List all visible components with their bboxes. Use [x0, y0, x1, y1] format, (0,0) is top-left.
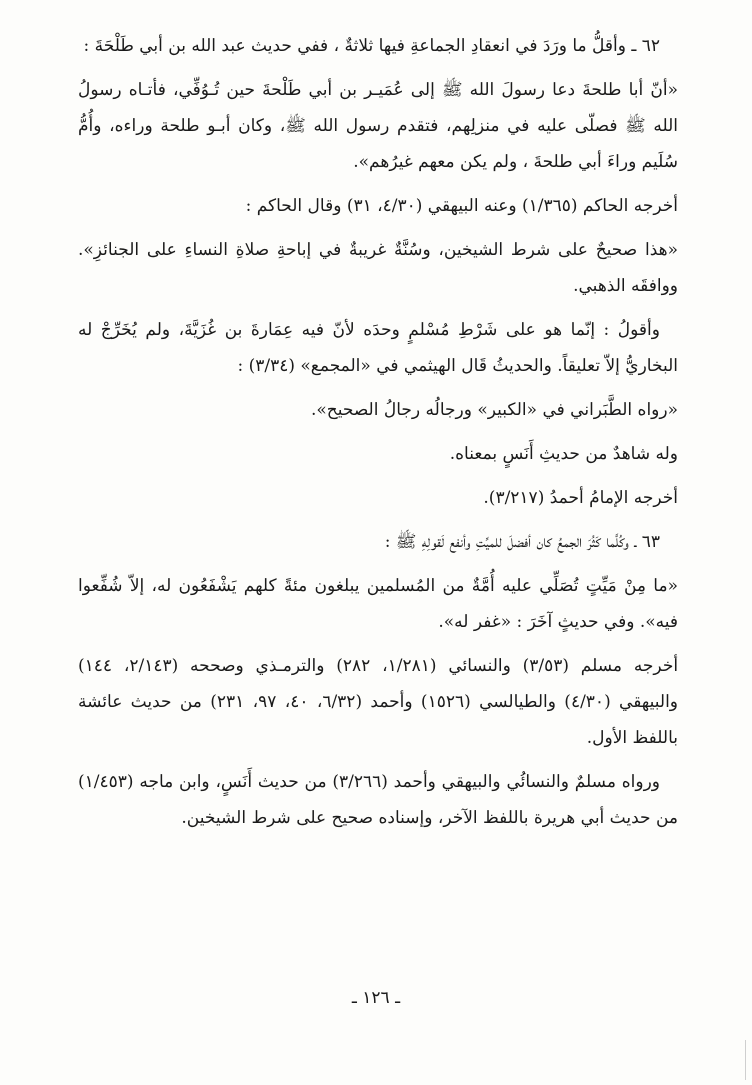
haythami-quote: «رواه الطَّبَراني في «الكبير» ورجالُه رجالُ الصحيح».: [310, 400, 678, 420]
paragraph-62-intro: ٦٢ ـ وأقلُّ ما ورَدَ في انعقادِ الجماعةِ فيها ثلاثةٌ ، ففي حديث عبد الله بن أبي طَلْحَةَ :: [83, 36, 660, 56]
takhrij-hakim: أخرجه الحاكم (١/٣٦٥) وعنه البيهقي (٤/٣٠، ٣١) وقال الحاكم :: [245, 196, 678, 216]
paragraph-63-intro: ٦٣ ـ وكُلَّما كَثُرَ الجمعُ كان أفضلَ للميِّتِ وأنفع لَقولِهِ ﷺ :: [384, 532, 660, 552]
hadith-abu-talha: «أنّ أبا طلحةَ دعا رسولَ الله ﷺ إلى عُمَيـر بن أبي طَلْحةَ حين تُـوُفِّي، فأتـاه رسولُ الله ﷺ فصلّى عليه في منزلِهم، فتقدم رسول الله ﷺ، وكان أبـو طلحة وراءه، وأُمُّ سُلَيم وراءَ أبي طلحةَ ، ولم يكن معهم غيرُهم».: [78, 80, 678, 172]
takhrij-anas-ibn-majah: ورواه مسلمٌ والنسائُي والبيهقي وأحمد (٣/٢٦٦) من حديث أَنَسٍ، وابن ماجه (١/٤٥٣) من حديث أبي هريرة باللفظ الآخر، وإسناده صحيح على شرط الشيخين.: [78, 772, 678, 828]
anas-witness: وله شاهدٌ من حديثِ أَنَسٍ بمعناه.: [449, 444, 678, 464]
page-edge-line: [731, 1040, 746, 1080]
hakim-statement: «هذا صحيحٌ على شرط الشيخين، وسُنَّةٌ غريبةٌ في إباحةِ صلاةِ النساءِ على الجنائزِ». ووافقَه الذهبي.: [78, 240, 678, 296]
page-body: [78, 28, 678, 844]
takhrij-muslim: أخرجه مسلم (٣/٥٣) والنسائي (١/٢٨١، ٢٨٢) والترمـذي وصححه (٢/١٤٣، ١٤٤) والبيهقي (٤/٣٠) والطيالسي (١٥٢٦) وأحمد (٦/٣٢، ٤٠، ٩٧، ٢٣١) من حديث عائشة باللفظ الأول.: [78, 656, 679, 748]
author-comment: وأقولُ : إنّما هو على شَرْطِ مُسْلمٍ وحدَه لأنّ فيه عِمَارةَ بن غُزَيَّةَ، ولم يُخَرِّجْ له البخاريُّ إلاّ تعليقاً. والحديثُ قَال الهيثمي في «المجمع» (٣/٣٤) :: [78, 320, 678, 376]
takhrij-ahmad: أخرجه الإمامُ أحمدُ (٣/٢١٧).: [483, 488, 678, 508]
hadith-intercession: «ما مِنْ مَيِّتٍ تُصَلِّي عليه أُمَّةٌ من المُسلمين يبلغون مئةً كلهم يَشْفَعُون له، إلاّ شُفِّعوا فيه». وفي حديثٍ آخَرَ : «غفر له».: [78, 576, 678, 632]
page-number: ـ ١٢٦ ـ: [351, 988, 401, 1008]
